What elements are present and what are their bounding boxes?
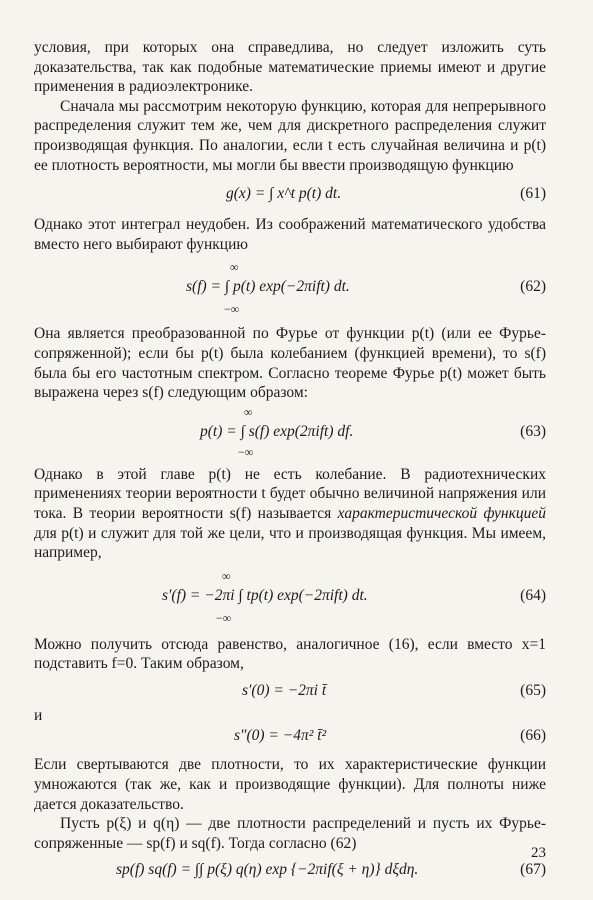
integral-upper-limit: ∞ bbox=[244, 404, 253, 419]
equation-66 bbox=[34, 725, 546, 755]
integral-lower-limit: −∞ bbox=[216, 610, 232, 625]
equation-number: (66) bbox=[520, 727, 546, 745]
paragraph: Однако этот интеграл неудобен. Из соображений математического удобства вместо него выбирают функцию bbox=[34, 216, 546, 253]
paragraph: Пусть p(ξ) и q(η) — две плотности распределений и пусть их Фурье-сопряженные — sp(f) и sq(f). Тогда согласно (62) bbox=[34, 815, 546, 852]
equation-formula: s′(0) = −2πi t̄ bbox=[242, 681, 327, 699]
paragraph-text: Однако в этой главе p(t) не есть колебание. В радиотехнических применениях теории вероятности t будет обычно величиной напряжения или тока. В теории вероятности s(f) называется bbox=[34, 465, 546, 522]
equation-number: (63) bbox=[520, 422, 546, 440]
paragraph bbox=[34, 465, 546, 563]
equation-61 bbox=[34, 175, 546, 215]
equation-number: (62) bbox=[520, 278, 546, 296]
conjunction-text: и bbox=[34, 706, 43, 724]
emphasized-term: характеристической функцией bbox=[337, 504, 546, 522]
equation-formula: sp(f) sq(f) = ∫∫ p(ξ) q(η) exp {−2πif(ξ + η)} dξdη. bbox=[116, 861, 419, 879]
integral-upper-limit: ∞ bbox=[222, 568, 231, 583]
paragraph: условия, при которых она справедлива, но следует изложить суть доказательства, так как подобные математические приемы имеют и другие применения в радиоэлектронике. bbox=[34, 39, 546, 96]
equation-62 bbox=[34, 254, 546, 324]
integral-upper-limit: ∞ bbox=[230, 260, 239, 275]
equation-formula: p(t) = ∫ s(f) exp(2πift) df. bbox=[200, 422, 354, 440]
equation-formula: g(x) = ∫ x^t p(t) dt. bbox=[226, 185, 342, 203]
equation-formula: s(f) = ∫ p(t) exp(−2πift) dt. bbox=[186, 278, 350, 296]
page-number: 23 bbox=[531, 845, 546, 861]
equation-number: (61) bbox=[520, 185, 546, 203]
equation-67 bbox=[34, 853, 546, 887]
paragraph: Можно получить отсюда равенство, аналогичное (16), если вместо x=1 подставить f=0. Таким образом, bbox=[34, 635, 546, 673]
equation-65 bbox=[34, 674, 546, 706]
paragraph: Если свертываются две плотности, то их характеристические функции умножаются (так же, как и производящие функции). Для полноты ниже дается доказательство. bbox=[34, 756, 546, 813]
integral-lower-limit: −∞ bbox=[224, 302, 240, 317]
paragraph: Она является преобразованной по Фурье от функции p(t) (или ее Фурье-сопряженной); если бы p(t) была колебанием (функцией времени), то s(f) была бы его частотным спектром. Согласно теореме Фурье p(t) может быть выражена через s(f) следующим образом: bbox=[34, 325, 546, 402]
page-body bbox=[34, 38, 546, 887]
equation-number: (64) bbox=[520, 586, 546, 604]
equation-63 bbox=[34, 403, 546, 465]
equation-64 bbox=[34, 563, 546, 635]
equation-number: (67) bbox=[520, 861, 546, 879]
equation-formula: s″(0) = −4π² t̄² bbox=[234, 727, 327, 745]
paragraph-text: для p(t) и служит для той же цели, что и производящая функция. Мы имеем, например, bbox=[34, 524, 546, 562]
equation-number: (65) bbox=[520, 681, 546, 699]
paragraph: Сначала мы рассмотрим некоторую функцию, которая для непрерывного распределения служит тем же, чем для дискретного распределения служит производящая функция. По аналогии, если t есть случайная величина и p(t) ее плотность вероятности, мы могли бы ввести производящую функцию bbox=[34, 97, 546, 174]
equation-formula: s′(f) = −2πi ∫ tp(t) exp(−2πift) dt. bbox=[162, 586, 368, 604]
integral-lower-limit: −∞ bbox=[238, 444, 254, 459]
